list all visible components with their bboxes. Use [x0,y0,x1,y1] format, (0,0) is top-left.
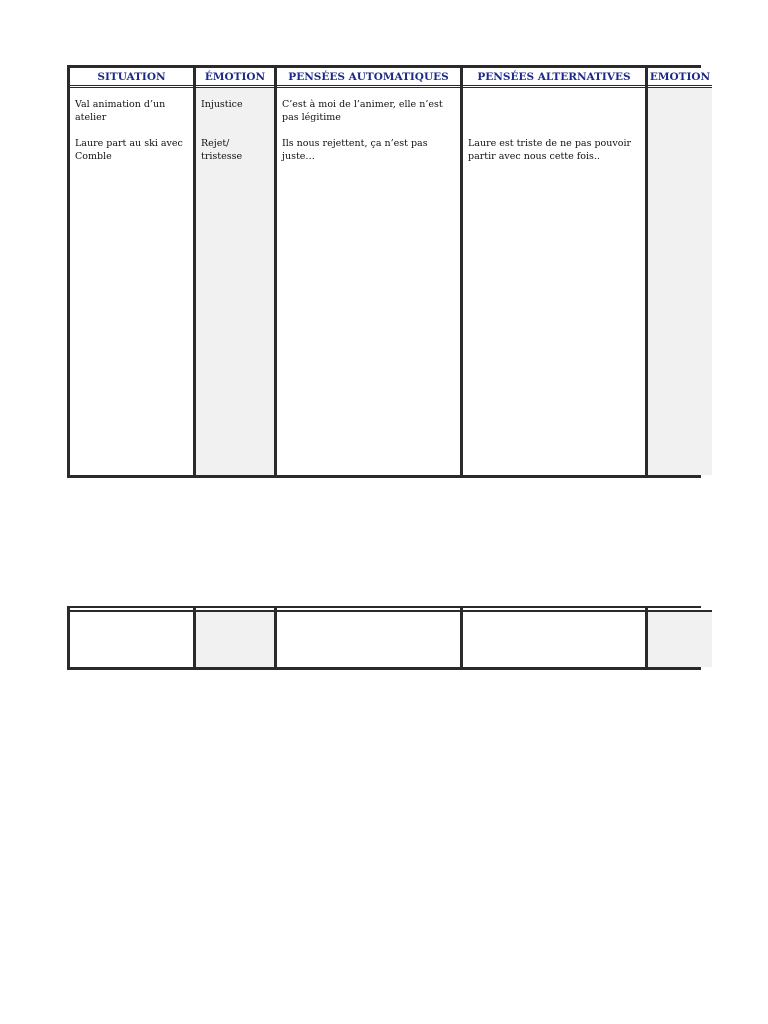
automatic-thoughts-column [277,88,460,475]
situation-cell: Val animation d’un atelier [75,99,166,123]
alternative-thought-empty-cell [463,612,645,667]
header-emotion-after: EMOTION [648,68,712,88]
alternative-thoughts-column [463,88,645,475]
emotion-after-empty-cell [648,612,712,667]
emotion-cell: Injustice [201,99,243,110]
thought-record-table-continued [67,606,701,670]
emotion-after-column [648,88,712,475]
emotion-empty-cell [196,612,274,667]
header-emotion: ÉMOTION [196,68,274,88]
automatic-thought-cell: Ils nous rejettent, ça n’est pas juste… [282,138,428,162]
alternative-thought-cell: Laure est triste de ne pas pouvoir partir avec nous cette fois.. [468,138,632,162]
automatic-thought-cell: C’est à moi de l’animer, elle n’est pas légitime [282,99,443,123]
automatic-thought-empty-cell [277,612,460,667]
emotion-cell: Rejet/ tristesse [201,138,243,162]
header-automatic-thoughts: PENSÉES AUTOMATIQUES [277,68,460,88]
header-situation: SITUATION [70,68,193,88]
thought-record-table [67,65,711,478]
situation-empty-cell [70,612,193,667]
alternative-thought-cell [468,98,641,124]
emotion-column [196,88,274,475]
situation-column [70,88,193,475]
header-alternative-thoughts: PENSÉES ALTERNATIVES [463,68,645,88]
situation-cell: Laure part au ski avec Comble [75,138,183,162]
